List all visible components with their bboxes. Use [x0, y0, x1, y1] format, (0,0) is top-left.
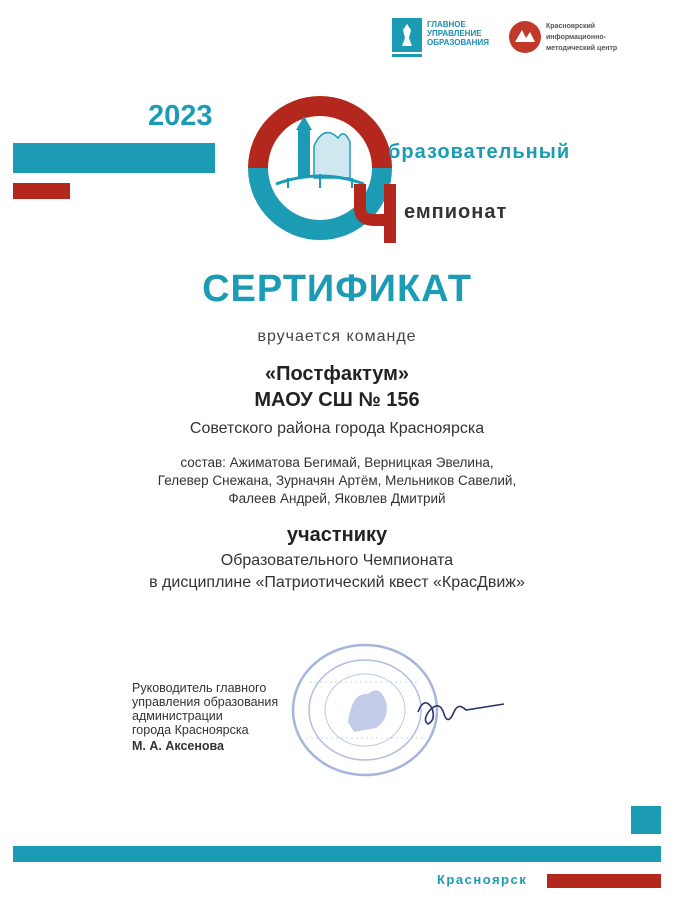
signature-icon [410, 690, 510, 730]
decor-square [631, 806, 661, 834]
decor-bar-red [13, 183, 70, 199]
signatory-title-line: Руководитель главного [132, 681, 267, 695]
emblem-word-2: емпионат [404, 201, 508, 223]
decor-city-bar [547, 874, 661, 888]
year-label: 2023 [148, 100, 213, 132]
emblem-word-1: бразовательный [388, 141, 571, 163]
members-line: Гелевер Снежана, Зурначян Артём, Мельников Савелий, [157, 473, 517, 488]
signatory-name: М. А. Аксенова [132, 739, 225, 753]
decor-bottom-bar [13, 846, 661, 862]
members-line: Фалеев Андрей, Яковлев Дмитрий [228, 491, 446, 506]
signatory-title-line: города Красноярска [132, 723, 249, 737]
award-role: участнику [286, 524, 388, 546]
footer-city: Красноярск [437, 872, 528, 887]
discipline-name: в дисциплине «Патриотический квест «КрасДвиж» [149, 574, 525, 591]
championship-emblem-icon [240, 88, 410, 248]
team-name: «Постфактум» [264, 363, 410, 385]
kimc-logo-text: Красноярский информационно-методический центр [546, 23, 618, 52]
championship-name: Образовательного Чемпионата [220, 552, 454, 569]
guo-logo-text: ГЛАВНОЕ УПРАВЛЕНИЕ ОБРАЗОВАНИЯ [427, 20, 489, 47]
district-name: Советского района города Красноярска [189, 420, 485, 437]
signatory-title-line: управления образования [132, 695, 279, 709]
certificate-subtitle: вручается команде [257, 328, 417, 345]
certificate-title: СЕРТИФИКАТ [202, 268, 472, 310]
kimc-logo-icon [508, 20, 542, 54]
signatory-title-line: администрации [132, 709, 223, 723]
members-line: состав: Ажиматова Бегимай, Верницкая Эвелина, [180, 455, 494, 470]
school-name: МАОУ СШ № 156 [254, 389, 420, 411]
guo-logo-icon [392, 18, 422, 58]
decor-bar-teal [13, 143, 215, 173]
